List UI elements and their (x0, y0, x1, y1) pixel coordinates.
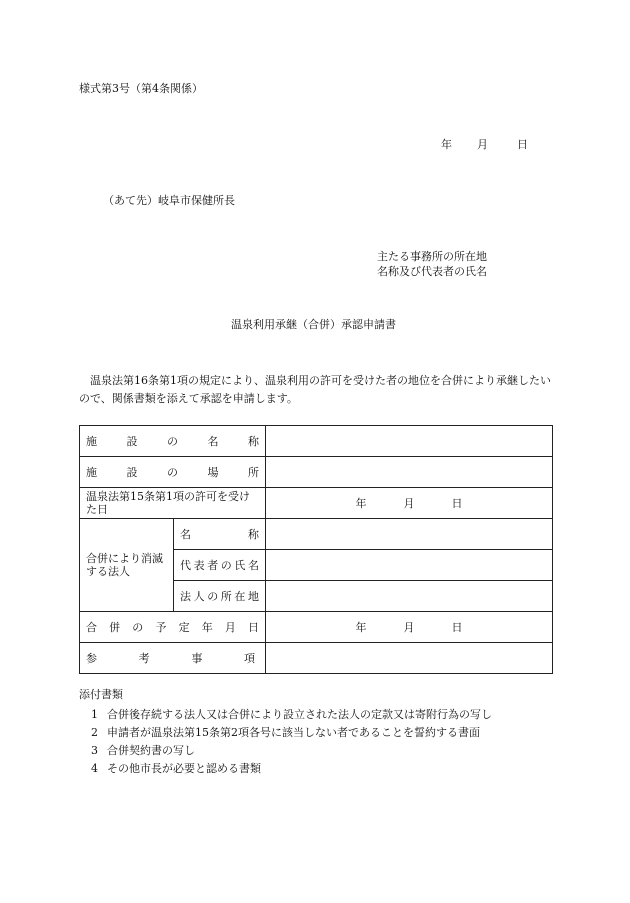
list-item: 1 合併後存続する法人又は合併により設立された法人の定款又は寄附行為の写し (91, 708, 492, 721)
application-table (79, 425, 553, 674)
applicant-name-label: 名称及び代表者の氏名 (377, 265, 487, 278)
applicant-block (377, 249, 487, 279)
dissolved-corp-name-label: 名 称 (174, 519, 266, 550)
dissolved-corp-label: 合併により消滅する法人 (80, 519, 174, 612)
attachments-heading: 添付書類 (79, 688, 123, 701)
dissolved-corp-representative-field[interactable] (266, 550, 553, 581)
day-label: 日 (517, 138, 528, 151)
permit-date-field[interactable]: 年 月 日 (266, 488, 553, 519)
month-label: 月 (477, 138, 488, 151)
addressee: （あて先）岐阜市保健所長 (103, 194, 235, 207)
dissolved-corp-address-label: 法 人 の 所 在 地 (174, 581, 266, 612)
table-row (80, 612, 553, 643)
list-item: 3 合併契約書の写し (91, 744, 195, 757)
submission-date (441, 138, 528, 152)
list-item: 4 その他市長が必要と認める書類 (91, 762, 261, 775)
table-row (80, 519, 553, 550)
table-row (80, 426, 553, 457)
intro-paragraph: 温泉法第16条第1項の規定により、温泉利用の許可を受けた者の地位を合併により承継したいので、関係書類を添えて承認を申請します。 (79, 374, 551, 405)
facility-location-label: 施 設 の 場 所 (80, 457, 266, 488)
merger-date-label: 合 併 の 予 定 年 月 日 (80, 612, 266, 643)
table-row (80, 488, 553, 519)
table-row (80, 457, 553, 488)
attachments-list (91, 706, 492, 778)
document-title: 温泉利用承継（合併）承認申請書 (231, 318, 396, 331)
year-label: 年 (441, 138, 452, 151)
reference-label: 参 考 事 項 (80, 643, 266, 674)
table-row (80, 643, 553, 674)
list-item: 2 申請者が温泉法第15条第2項各号に該当しない者であることを誓約する書面 (91, 726, 480, 739)
reference-field[interactable] (266, 643, 553, 674)
facility-location-field[interactable] (266, 457, 553, 488)
form-number: 様式第3号（第4条関係） (79, 82, 203, 95)
merger-date-field[interactable]: 年 月 日 (266, 612, 553, 643)
dissolved-corp-address-field[interactable] (266, 581, 553, 612)
facility-name-field[interactable] (266, 426, 553, 457)
dissolved-corp-representative-label: 代 表 者 の 氏 名 (174, 550, 266, 581)
permit-date-label: 温泉法第15条第1項の許可を受けた日 (80, 488, 266, 519)
applicant-address-label: 主たる事務所の所在地 (377, 250, 487, 263)
facility-name-label: 施 設 の 名 称 (80, 426, 266, 457)
dissolved-corp-name-field[interactable] (266, 519, 553, 550)
